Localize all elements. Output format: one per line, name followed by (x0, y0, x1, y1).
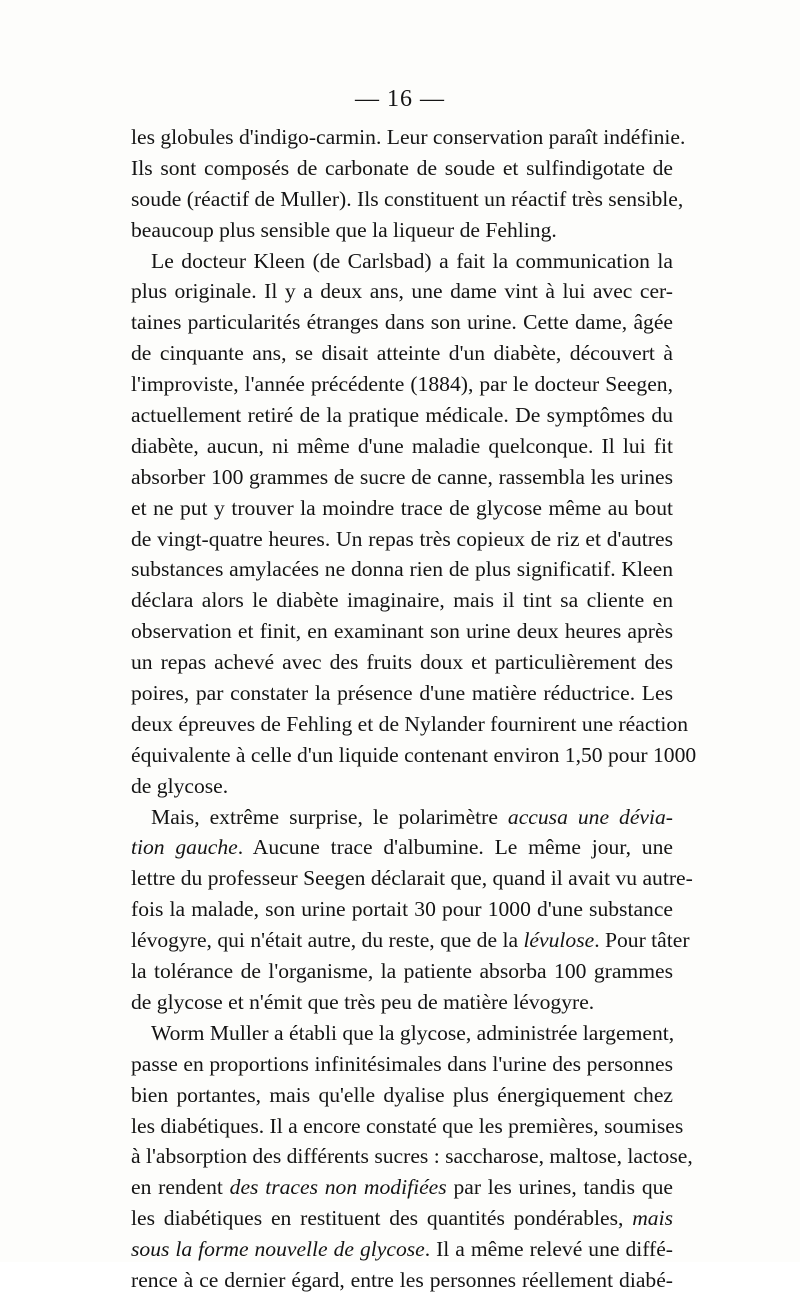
text-run: en rendent (131, 1175, 230, 1200)
text-line: fois la malade, son urine portait 30 pour 1000 d'une substance (131, 897, 673, 922)
text-line: lettre du professeur Seegen déclarait que, quand il avait vu autre- (131, 866, 693, 891)
text-line: et ne put y trouver la moindre trace de glycose même au bout (131, 495, 673, 520)
text-line: la tolérance de l'organisme, la patiente absorba 100 grammes (131, 959, 673, 984)
text-line: rence à ce dernier égard, entre les personnes réellement diabé- (131, 1267, 673, 1292)
text-line (131, 1203, 673, 1234)
text-line: les globules d'indigo-carmin. Leur conservation paraît indéfinie. (131, 125, 686, 149)
text-line: beaucoup plus sensible que la liqueur de Fehling. (131, 217, 557, 242)
text-run: . Il a même relevé une diffé- (424, 1237, 674, 1262)
text-line: bien portantes, mais qu'elle dyalise plus énergiquement chez (131, 1082, 673, 1107)
italic-run: mais (632, 1206, 673, 1231)
text-line: Ils sont composés de carbonate de soude et sulfindigotate de (131, 155, 673, 180)
italic-run: tion gauche (131, 835, 238, 860)
text-line: Le docteur Kleen (de Carlsbad) a fait la communication la (151, 248, 673, 273)
page-number: — 16 — (355, 86, 445, 112)
text-line: Worm Muller a établi que la glycose, administrée largement, (151, 1020, 675, 1045)
italic-run: lévulose (523, 928, 595, 953)
text-line: absorber 100 grammes de sucre de canne, rassembla les urines (131, 464, 673, 489)
text-line (131, 802, 673, 833)
text-line: deux épreuves de Fehling et de Nylander fournirent une réaction (131, 711, 689, 736)
text-run: . Pour tâter (594, 928, 690, 953)
text-line: les diabétiques. Il a encore constaté que les premières, soumises (131, 1113, 684, 1138)
text-run: les diabétiques en restituent des quantités pondérables, (131, 1206, 633, 1231)
italic-run: accusa une dévia- (507, 804, 673, 829)
text-line (131, 1234, 673, 1265)
text-line: de glycose et n'émit que très peu de matière lévogyre. (131, 989, 595, 1014)
italic-run: sous la forme nouvelle de glycose (131, 1237, 425, 1262)
text-line: actuellement retiré de la pratique médicale. De symptômes du (131, 403, 673, 428)
body-text (131, 122, 697, 1296)
text-run: par les urines, tandis que (446, 1175, 674, 1200)
text-line: observation et finit, en examinant son urine deux heures après (131, 619, 673, 644)
text-line: déclara alors le diabète imaginaire, mais il tint sa cliente en (131, 588, 673, 613)
text-line (131, 1172, 673, 1203)
text-line: à l'absorption des différents sucres : saccharose, maltose, lactose, (131, 1144, 693, 1169)
text-line (131, 832, 673, 863)
text-line: taines particularités étranges dans son urine. Cette dame, âgée (131, 310, 673, 335)
text-line: de cinquante ans, se disait atteinte d'un diabète, découvert à (131, 341, 673, 366)
italic-run: des traces non modifiées (229, 1175, 447, 1200)
text-run: lévogyre, qui n'était autre, du reste, que de la (131, 928, 524, 953)
text-run: Mais, extrême surprise, le polarimètre (151, 804, 508, 829)
text-line (131, 925, 690, 956)
text-line: équivalente à celle d'un liquide contenant environ 1,50 pour 1000 (131, 742, 697, 767)
text-line: diabète, aucun, ni même d'une maladie quelconque. Il lui fit (131, 433, 673, 458)
text-line: un repas achevé avec des fruits doux et particulièrement des (131, 650, 673, 675)
text-line: soude (réactif de Muller). Ils constituent un réactif très sensible, (131, 186, 684, 211)
text-line: substances amylacées ne donna rien de plus significatif. Kleen (131, 557, 673, 582)
text-line: de glycose. (131, 773, 229, 798)
text-line: passe en proportions infinitésimales dans l'urine des personnes (131, 1051, 673, 1076)
text-line: l'improviste, l'année précédente (1884), par le docteur Seegen, (131, 372, 673, 397)
text-line: poires, par constater la présence d'une matière réductrice. Les (131, 681, 673, 706)
text-line: de vingt-quatre heures. Un repas très copieux de riz et d'autres (131, 526, 673, 551)
text-run: . Aucune trace d'albumine. Le même jour, une (237, 835, 673, 860)
text-line: plus originale. Il y a deux ans, une dame vint à lui avec cer- (131, 279, 673, 304)
